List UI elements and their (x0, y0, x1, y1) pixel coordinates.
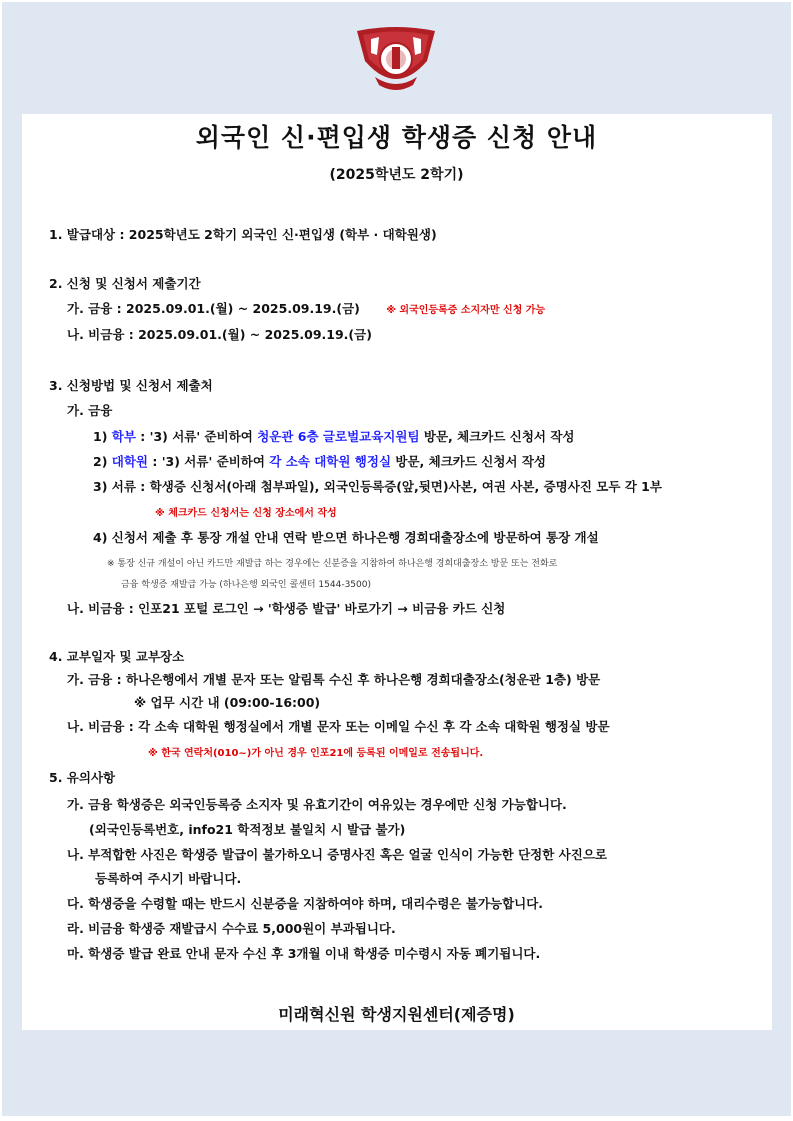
section-4-nonfinance: 나. 비금융 : 각 소속 대학원 행정실에서 개별 문자 또는 이메일 수신 후 각 소속 대학원 행정실 방문 (67, 719, 610, 734)
section-3-item-1 (93, 427, 575, 445)
section-3-finance-label: 가. 금융 (67, 403, 113, 418)
section-5-item-b-2: 등록하여 주시기 바랍니다. (95, 871, 242, 886)
item-1-place: 청운관 6층 글로벌교육지원팀 (257, 429, 420, 444)
section-3-item-2 (93, 452, 546, 470)
university-emblem-icon (355, 25, 437, 93)
section-3-heading: 3. 신청방법 및 신청서 제출처 (49, 378, 213, 393)
section-4-nonfinance-note: ※ 한국 연락처(010~)가 아닌 경우 인포21에 등록된 이메일로 전송됩니다. (148, 748, 484, 759)
section-2-nonfinance: 나. 비금융 : 2025.09.01.(월) ~ 2025.09.19.(금) (67, 327, 372, 342)
page-subtitle: (2025학년도 2학기) (329, 167, 464, 183)
page-title: 외국인 신·편입생 학생증 신청 안내 (195, 123, 598, 152)
item-2-target: 대학원 (111, 454, 149, 469)
item-2-number: 2) (93, 454, 108, 469)
section-2-finance (67, 299, 545, 317)
section-3-item-3-note: ※ 체크카드 신청서는 신청 장소에서 작성 (155, 508, 337, 519)
item-1-end: 방문, 체크카드 신청서 작성 (419, 429, 575, 444)
section-5-item-c: 다. 학생증을 수령할 때는 반드시 신분증을 지참하여야 하며, 대리수령은 불가능합니다. (67, 896, 544, 911)
section-1-heading: 1. 발급대상 : 2025학년도 2학기 외국인 신·편입생 (학부 · 대학원생) (49, 227, 437, 242)
item-1-number: 1) (93, 429, 108, 444)
section-3-item-4-note-1: ※ 통장 신규 개설이 아닌 카드만 재발급 하는 경우에는 신분증을 지참하여 하나은행 경희대출장소 방문 또는 전화로 (107, 559, 558, 569)
section-3-item-4-note-2: 금융 학생증 재발급 가능 (하나은행 외국인 콜센터 1544-3500) (121, 580, 371, 590)
section-5-item-b: 나. 부적합한 사진은 학생증 발급이 불가하오니 증명사진 혹은 얼굴 인식이 가능한 단정한 사진으로 (67, 847, 607, 862)
item-1-target: 학부 (111, 429, 136, 444)
section-5-item-e: 마. 학생증 발급 완료 안내 문자 수신 후 3개월 이내 학생증 미수령시 자동 폐기됩니다. (67, 946, 541, 961)
footer-issuer: 미래혁신원 학생지원센터(제증명) (278, 1005, 515, 1024)
finance-period-note: ※ 외국인등록증 소지자만 신청 가능 (386, 305, 546, 316)
section-3-item-4: 4) 신청서 제출 후 통장 개설 안내 연락 받으면 하나은행 경희대출장소에 방문하여 통장 개설 (93, 530, 599, 545)
section-5-heading: 5. 유의사항 (49, 770, 116, 785)
item-2-end: 방문, 체크카드 신청서 작성 (391, 454, 547, 469)
section-3-item-3: 3) 서류 : 학생증 신청서(아래 첨부파일), 외국인등록증(앞,뒷면)사본, 여권 사본, 증명사진 모두 각 1부 (93, 479, 662, 494)
section-4-heading: 4. 교부일자 및 교부장소 (49, 649, 185, 664)
notice-sheet (22, 114, 772, 1030)
section-3-nonfinance: 나. 비금융 : 인포21 포털 로그인 → '학생증 발급' 바로가기 → 비금융 카드 신청 (67, 601, 506, 616)
section-4-finance-note: ※ 업무 시간 내 (09:00-16:00) (134, 695, 321, 710)
item-2-text: : '3) 서류' 준비하여 (148, 454, 270, 469)
item-2-place: 각 소속 대학원 행정실 (269, 454, 392, 469)
item-1-text: : '3) 서류' 준비하여 (135, 429, 258, 444)
section-4-finance: 가. 금융 : 하나은행에서 개별 문자 또는 알림톡 수신 후 하나은행 경희대출장소(청운관 1층) 방문 (67, 672, 601, 687)
finance-period: 가. 금융 : 2025.09.01.(월) ~ 2025.09.19.(금) (67, 301, 360, 316)
section-5-item-d: 라. 비금융 학생증 재발급시 수수료 5,000원이 부과됩니다. (67, 921, 396, 936)
section-5-item-a: 가. 금융 학생증은 외국인등록증 소지자 및 유효기간이 여유있는 경우에만 신청 가능합니다. (67, 797, 567, 812)
section-2-heading: 2. 신청 및 신청서 제출기간 (49, 276, 201, 291)
section-5-item-a-2: (외국인등록번호, info21 학적정보 불일치 시 발급 불가) (89, 822, 406, 837)
